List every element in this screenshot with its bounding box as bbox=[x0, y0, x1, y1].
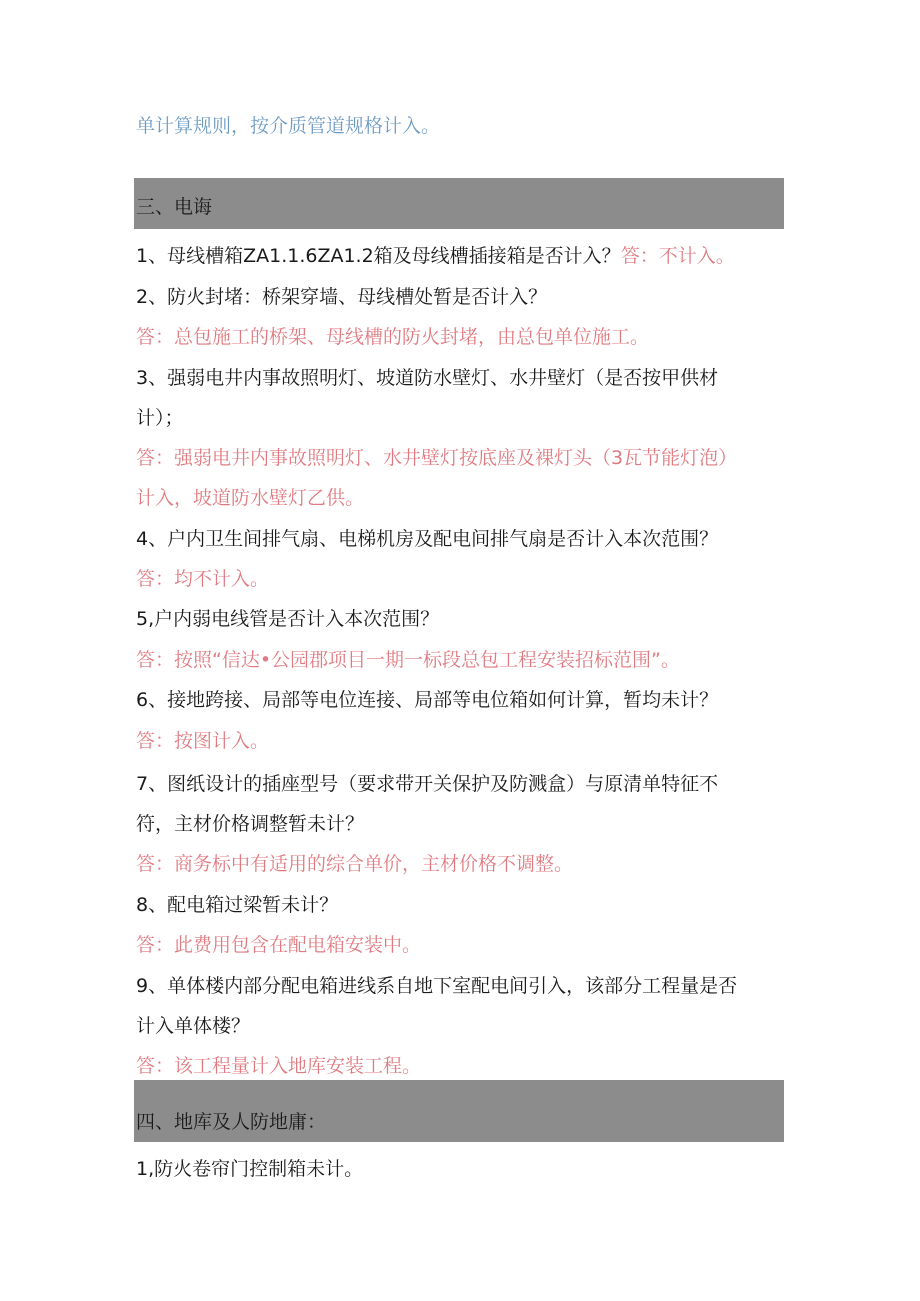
section-title: 四、地库及人防地庸： bbox=[136, 1111, 327, 1133]
question-text: 3、强弱电井内事故照明灯、坡道防水壁灯、水井壁灯（是否按甲供材 bbox=[136, 367, 719, 389]
answer-text: 答：均不计入。 bbox=[136, 568, 270, 590]
question-text: 计）； bbox=[136, 407, 184, 429]
question-text: 8、配电箱过梁暂未计？ bbox=[136, 894, 339, 916]
question-text: 2、防火封堵：桥架穿墙、母线槽处暂是否计入？ bbox=[136, 286, 548, 308]
answer-text: 答：总包施工的桥架、母线槽的防火封堵，由总包单位施工。 bbox=[136, 326, 650, 348]
question-text: 9、单体楼内部分配电箱进线系自地下室配电间引入，该部分工程量是否 bbox=[136, 975, 738, 997]
answer-text: 答：该工程量计入地库安装工程。 bbox=[136, 1055, 422, 1077]
question-line bbox=[136, 242, 735, 270]
answer-text: 答：商务标中有适用的综合单价，主材价格不调整。 bbox=[136, 853, 574, 875]
answer-text: 答：按图计入。 bbox=[136, 730, 270, 752]
answer-text: 答：强弱电井内事故照明灯、水井壁灯按底座及裸灯头（3瓦节能灯泡） bbox=[136, 447, 738, 469]
question-text: 1、母线槽箱ZA1.1.6ZA1.2箱及母线槽插接箱是否计入？ bbox=[136, 245, 621, 267]
intro-text: 单计算规则，按介质管道规格计入。 bbox=[136, 115, 441, 137]
question-text: 4、户内卫生间排气扇、电梯机房及配电间排气扇是否计入本次范围？ bbox=[136, 528, 719, 550]
question-text: 7、图纸设计的插座型号（要求带开关保护及防溅盒）与原清单特征不 bbox=[136, 773, 719, 795]
answer-text: 计入，坡道防水壁灯乙供。 bbox=[136, 487, 365, 509]
question-text: 1,防火卷帘门控制箱未计。 bbox=[136, 1158, 364, 1180]
question-text: 符，主材价格调整暂未计？ bbox=[136, 813, 365, 835]
question-text: 6、接地跨接、局部等电位连接、局部等电位箱如何计算，暂均未计？ bbox=[136, 689, 719, 711]
answer-text: 答：按照“信达•公园郡项目一期一标段总包工程安装招标范围”。 bbox=[136, 649, 680, 671]
question-text: 计入单体楼？ bbox=[136, 1015, 251, 1037]
section-title: 三、电诲 bbox=[136, 196, 213, 218]
section-header-bar bbox=[134, 178, 784, 229]
answer-text: 答：不计入。 bbox=[620, 245, 735, 267]
answer-text: 答：此费用包含在配电箱安装中。 bbox=[136, 934, 422, 956]
question-text: 5,户内弱电线管是否计入本次范围？ bbox=[136, 608, 440, 630]
